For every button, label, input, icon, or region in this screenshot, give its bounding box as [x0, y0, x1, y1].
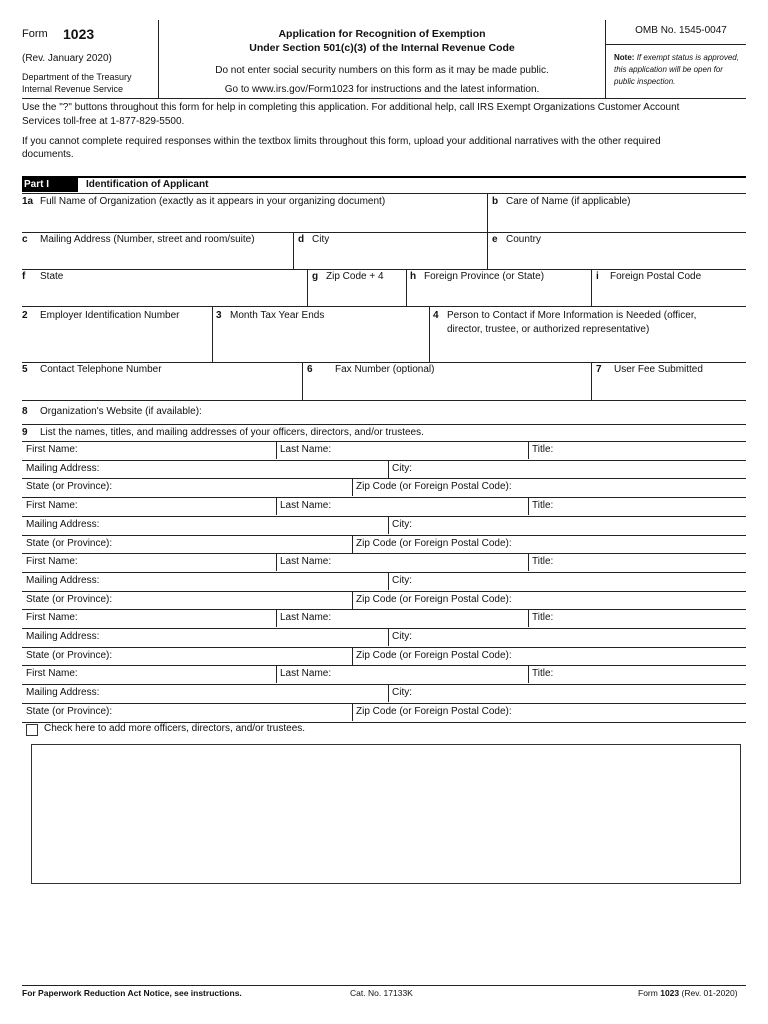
state-input[interactable] — [26, 286, 306, 302]
city-input[interactable] — [300, 250, 482, 266]
mailing-address-label: Mailing Address: — [26, 687, 100, 699]
field-7-label: 7 User Fee Submitted — [596, 364, 703, 375]
state-province-label: State (or Province): — [26, 537, 113, 549]
zip-postal-label: Zip Code (or Foreign Postal Code): — [356, 537, 512, 549]
officer-city-input[interactable] — [418, 574, 742, 588]
mailing-address-label: Mailing Address: — [26, 631, 100, 642]
officer-mailing-address-input[interactable] — [108, 630, 384, 644]
officer-state-input[interactable] — [120, 593, 348, 607]
form-word: Form — [22, 28, 48, 40]
officer-name-row — [22, 553, 746, 571]
field-3-label: 3 Month Tax Year Ends — [216, 310, 325, 321]
officer-title-input[interactable] — [564, 555, 742, 569]
intro-line3: If you cannot complete required responses within the textbox limits throughout this form, upload your additional narratives with the other required — [22, 136, 661, 147]
officer-address-row — [22, 572, 746, 590]
intro-line1: Use the "?" buttons throughout this form for help in completing this application. For additional help, call IRS Exempt Organizations Customer Account — [22, 102, 680, 113]
zip-postal-label: Zip Code (or Foreign Postal Code): — [356, 705, 512, 717]
officer-state-row — [22, 478, 746, 496]
field-2-label: 2 Employer Identification Number — [22, 310, 180, 321]
catalog-number: Cat. No. 17133K — [350, 988, 413, 998]
first-name-label: First Name: — [26, 444, 78, 455]
officer-first-name-input[interactable] — [84, 555, 272, 569]
part-title: Identification of Applicant — [86, 179, 209, 190]
form-title-line1: Application for Recognition of Exemption — [278, 28, 486, 40]
user-fee-input[interactable] — [598, 380, 742, 396]
field-d-label: d City — [298, 234, 330, 245]
field-9-label: 9 List the names, titles, and mailing addresses of your officers, directors, and/or trustees. — [22, 427, 424, 438]
officer-last-name-input[interactable] — [334, 667, 524, 681]
public-inspection-note — [614, 52, 744, 88]
state-province-label: State (or Province): — [26, 649, 113, 661]
tax-year-month-input[interactable] — [218, 330, 423, 346]
state-province-label: State (or Province): — [26, 593, 113, 605]
field-b-label: b Care of Name (if applicable) — [492, 196, 631, 207]
officer-address-row — [22, 684, 746, 702]
officer-state-row — [22, 703, 746, 721]
officer-mailing-address-input[interactable] — [108, 574, 384, 588]
officer-state-row — [22, 591, 746, 609]
mailing-address-label: Mailing Address: — [26, 462, 100, 474]
first-name-label: First Name: — [26, 500, 78, 512]
form-number: 1023 — [63, 26, 95, 42]
city-label: City: — [392, 462, 412, 474]
ssn-notice: Do not enter social security numbers on this form as it may be made public. — [215, 65, 549, 76]
field-8-label: 8 Organization's Website (if available): — [22, 406, 202, 417]
footer-form-id: Form 1023 (Rev. 01-2020) — [638, 988, 738, 998]
mailing-address-label: Mailing Address: — [26, 518, 100, 530]
officer-zip-input[interactable] — [522, 593, 742, 607]
title-label: Title: — [532, 556, 554, 568]
officer-name-row — [22, 441, 746, 459]
field-i-label: i Foreign Postal Code — [596, 271, 702, 282]
intro-line4: documents. — [22, 149, 74, 160]
officer-state-input[interactable] — [120, 705, 348, 719]
zip-postal-label: Zip Code (or Foreign Postal Code): — [356, 649, 512, 661]
officer-mailing-address-input[interactable] — [108, 462, 384, 476]
officer-zip-input[interactable] — [522, 537, 742, 551]
zip-postal-label: Zip Code (or Foreign Postal Code): — [356, 481, 512, 493]
add-officers-checkbox[interactable] — [26, 724, 38, 736]
note-label: Note: — [614, 53, 635, 62]
officer-last-name-input[interactable] — [334, 499, 524, 513]
instructions-notice: Go to www.irs.gov/Form1023 for instructions and the latest information. — [224, 84, 540, 95]
title-label: Title: — [532, 612, 554, 624]
intro-line2: Services toll-free at 1-877-829-5500. — [22, 116, 185, 127]
additional-officers-textbox[interactable] — [31, 744, 741, 884]
city-label: City: — [392, 574, 412, 586]
title-label: Title: — [532, 500, 554, 512]
officer-state-row — [22, 535, 746, 553]
title-label: Title: — [532, 668, 554, 680]
zip-postal-label: Zip Code (or Foreign Postal Code): — [356, 593, 512, 605]
officer-state-input[interactable] — [120, 537, 348, 551]
officer-title-input[interactable] — [564, 667, 742, 681]
officer-last-name-input[interactable] — [334, 443, 524, 457]
note-text: If exempt status is approved, this application will be open for public inspection. — [614, 53, 739, 86]
officer-mailing-address-input[interactable] — [108, 686, 384, 700]
foreign-postal-code-input[interactable] — [598, 286, 742, 302]
last-name-label: Last Name: — [280, 668, 332, 680]
dept-line1: Department of the Treasury — [22, 72, 132, 82]
officer-last-name-input[interactable] — [334, 555, 524, 569]
form-title-line2: Under Section 501(c)(3) of the Internal Revenue Code — [249, 42, 515, 54]
last-name-label: Last Name: — [280, 612, 332, 624]
city-label: City: — [392, 687, 412, 699]
officer-address-row — [22, 460, 746, 478]
part-tag: Part I — [22, 178, 78, 192]
officer-address-row — [22, 628, 746, 646]
first-name-label: First Name: — [26, 612, 78, 624]
field-6-label: 6 Fax Number (optional) — [307, 364, 435, 375]
country-input[interactable] — [494, 250, 742, 266]
contact-phone-input[interactable] — [26, 380, 296, 396]
officer-name-row — [22, 665, 746, 683]
first-name-label: First Name: — [26, 668, 78, 680]
city-label: City: — [392, 518, 412, 530]
last-name-label: Last Name: — [280, 556, 332, 568]
title-label: Title: — [532, 444, 554, 455]
officer-zip-input[interactable] — [522, 649, 742, 663]
officer-first-name-input[interactable] — [84, 667, 272, 681]
state-province-label: State (or Province): — [26, 705, 113, 717]
contact-person-input[interactable] — [447, 342, 742, 358]
officer-first-name-input[interactable] — [84, 443, 272, 457]
city-label: City: — [392, 631, 412, 642]
first-name-label: First Name: — [26, 556, 78, 568]
officer-city-input[interactable] — [418, 686, 742, 700]
field-g-label: g Zip Code + 4 — [312, 271, 384, 282]
officer-title-input[interactable] — [564, 499, 742, 513]
officer-city-input[interactable] — [418, 630, 742, 644]
officer-title-input[interactable] — [564, 611, 742, 625]
field-f-label: f State — [22, 271, 64, 282]
add-officers-label: Check here to add more officers, directors, and/or trustees. — [44, 723, 306, 734]
officer-zip-input[interactable] — [522, 480, 742, 494]
officer-title-input[interactable] — [564, 443, 742, 457]
officer-address-row — [22, 516, 746, 534]
ein-input[interactable] — [26, 330, 206, 346]
dept-line2: Internal Revenue Service — [22, 84, 124, 94]
officer-last-name-input[interactable] — [334, 611, 524, 625]
field-4-label: 4 Person to Contact if More Information is Needed (officer, — [433, 310, 697, 321]
last-name-label: Last Name: — [280, 500, 332, 512]
officer-name-row — [22, 497, 746, 515]
website-input[interactable] — [215, 404, 742, 420]
officer-first-name-input[interactable] — [84, 499, 272, 513]
last-name-label: Last Name: — [280, 444, 332, 455]
care-of-name-input[interactable] — [494, 212, 742, 228]
field-h-label: h Foreign Province (or State) — [410, 271, 545, 282]
officer-state-row — [22, 647, 746, 665]
officer-city-input[interactable] — [418, 518, 742, 532]
foreign-province-input[interactable] — [412, 286, 588, 302]
field-1a-label: 1a Full Name of Organization (exactly as it appears in your organizing document) — [22, 196, 386, 207]
fax-number-input[interactable] — [310, 380, 585, 396]
state-province-label: State (or Province): — [26, 481, 113, 493]
revision-date: (Rev. January 2020) — [22, 53, 112, 64]
officer-mailing-address-input[interactable] — [108, 518, 384, 532]
organization-name-input[interactable] — [26, 212, 481, 228]
paperwork-notice: For Paperwork Reduction Act Notice, see instructions. — [22, 988, 242, 998]
officer-state-input[interactable] — [120, 649, 348, 663]
mailing-address-label: Mailing Address: — [26, 574, 100, 586]
field-4-label-line2: director, trustee, or authorized representative) — [447, 324, 650, 335]
field-e-label: e Country — [492, 234, 542, 245]
mailing-address-input[interactable] — [26, 250, 288, 266]
officer-zip-input[interactable] — [522, 705, 742, 719]
field-c-label: c Mailing Address (Number, street and room/suite) — [22, 234, 255, 245]
field-5-label: 5 Contact Telephone Number — [22, 364, 162, 375]
zip-code-input[interactable] — [314, 286, 402, 302]
omb-number: OMB No. 1545-0047 — [635, 25, 727, 36]
officer-state-input[interactable] — [120, 480, 348, 494]
officer-name-row — [22, 609, 746, 627]
officer-first-name-input[interactable] — [84, 611, 272, 625]
officer-city-input[interactable] — [418, 462, 742, 476]
